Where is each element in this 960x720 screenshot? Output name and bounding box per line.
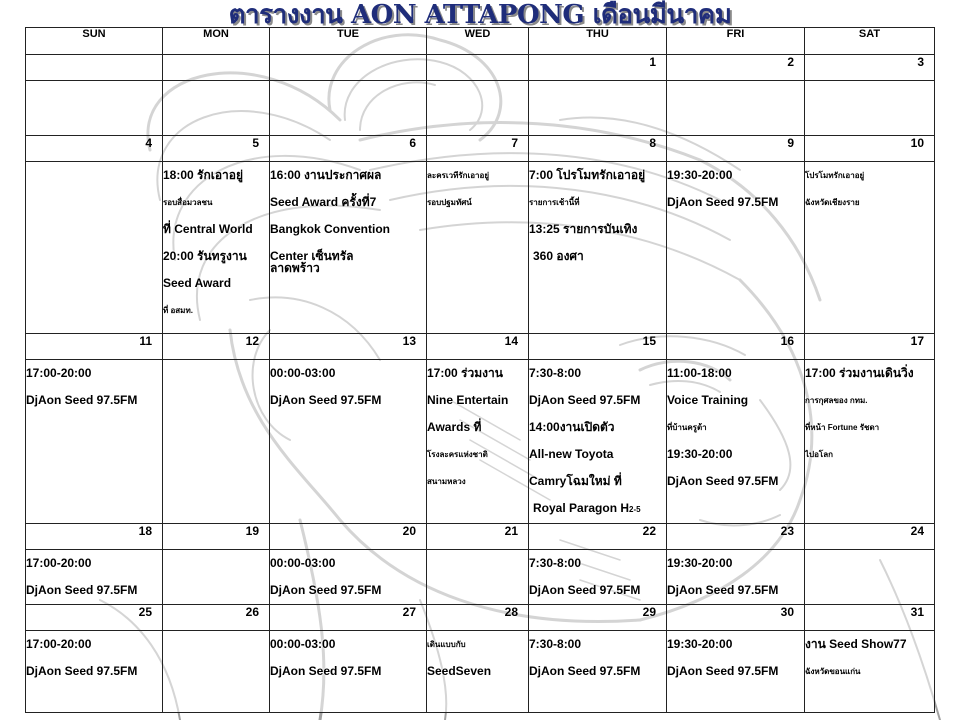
weekday-header-tue: TUE — [270, 28, 427, 55]
weekday-header-sun: SUN — [26, 28, 163, 55]
day-cell-tue — [270, 360, 427, 524]
weekday-header-fri: FRI — [667, 28, 805, 55]
day-cell-tue — [270, 162, 427, 334]
day-cell-tue — [270, 81, 427, 136]
event-line: 13:25 รายการบันเทิง — [529, 222, 638, 236]
event-line: Awards ที่ — [427, 420, 482, 434]
event-line: 17:00 ร่วมงาน — [427, 366, 503, 380]
event-line: โปรโมทรักเอาอยู่ — [805, 171, 865, 180]
event-line: DjAon Seed 97.5FM — [529, 393, 641, 407]
event-line: DjAon Seed 97.5FM — [667, 664, 779, 678]
day-cell-sat — [805, 550, 935, 605]
event-line: Bangkok Convention — [270, 222, 391, 236]
date-number-wed: 21 — [427, 524, 529, 550]
event-line: รายการเช้านี้ที่ — [529, 198, 580, 207]
day-cell-thu — [529, 550, 667, 605]
event-line: ลาดพร้าว — [270, 261, 320, 275]
event-line: DjAon Seed 97.5FM — [26, 393, 138, 407]
date-number-mon — [163, 55, 270, 81]
day-cell-fri — [667, 550, 805, 605]
event-line: Seed Award ครั้งที่7 — [270, 195, 377, 209]
day-cell-wed — [427, 81, 529, 136]
day-cell-thu — [529, 631, 667, 713]
event-line: Seed Award — [163, 276, 232, 290]
event-line: 7:30-8:00 — [529, 366, 582, 380]
event-line: 17:00-20:00 — [26, 366, 92, 380]
date-number-thu: 15 — [529, 334, 667, 360]
date-number-sun: 11 — [26, 334, 163, 360]
event-line: DjAon Seed 97.5FM — [26, 664, 138, 678]
day-cell-sun — [26, 360, 163, 524]
event-line: งาน Seed Show77 — [805, 637, 907, 651]
event-line: DjAon Seed 97.5FM — [270, 664, 382, 678]
date-number-sun — [26, 55, 163, 81]
date-number-mon: 26 — [163, 605, 270, 631]
day-cell-thu — [529, 360, 667, 524]
day-cell-mon — [163, 631, 270, 713]
event-line: โรงละครแห่งชาติ — [427, 450, 488, 459]
event-line — [529, 495, 666, 523]
weekday-header-wed: WED — [427, 28, 529, 55]
event-line: 00:00-03:00 — [270, 556, 336, 570]
events-row — [26, 81, 935, 136]
weekday-header-thu: THU — [529, 28, 667, 55]
event-line: 20:00 รันทรูงาน — [163, 249, 247, 263]
day-cell-mon — [163, 162, 270, 334]
day-cell-thu — [529, 81, 667, 136]
date-number-sun: 4 — [26, 136, 163, 162]
event-line: ฉังหวัดเชียงราย — [805, 198, 860, 207]
date-number-fri: 9 — [667, 136, 805, 162]
event-line: ฉังหวัดขอนแก่น — [805, 667, 861, 676]
day-cell-wed — [427, 162, 529, 334]
event-line: 19:30-20:00 — [667, 168, 733, 182]
date-number-fri: 23 — [667, 524, 805, 550]
weekday-header-sat: SAT — [805, 28, 935, 55]
date-number-row — [26, 605, 935, 631]
date-number-row — [26, 55, 935, 81]
day-cell-fri — [667, 81, 805, 136]
event-line: 11:00-18:00 — [667, 366, 732, 380]
event-line: 18:00 รักเอาอยู่ — [163, 168, 244, 182]
day-cell-fri — [667, 162, 805, 334]
date-number-mon: 12 — [163, 334, 270, 360]
date-number-thu: 22 — [529, 524, 667, 550]
weekday-header-mon: MON — [163, 28, 270, 55]
event-line: DjAon Seed 97.5FM — [667, 474, 779, 488]
day-cell-tue — [270, 550, 427, 605]
day-cell-fri — [667, 360, 805, 524]
date-number-sun: 18 — [26, 524, 163, 550]
day-cell-sat — [805, 631, 935, 713]
event-line: DjAon Seed 97.5FM — [529, 664, 641, 678]
day-cell-wed — [427, 631, 529, 713]
date-number-thu: 8 — [529, 136, 667, 162]
day-cell-sun — [26, 162, 163, 334]
event-line: การกุศลของ กทม. — [805, 396, 868, 405]
event-line: ที่ อสมท. — [163, 306, 193, 315]
event-line: ที่หน้า Fortune รัชดา — [805, 423, 880, 432]
event-line: 19:30-20:00 — [667, 637, 733, 651]
date-number-tue — [270, 55, 427, 81]
event-line: ไปอโลก — [805, 450, 833, 459]
day-cell-sat — [805, 162, 935, 334]
events-row — [26, 550, 935, 605]
event-line-text: Royal Paragon H — [533, 501, 630, 515]
day-cell-tue — [270, 631, 427, 713]
date-number-fri: 2 — [667, 55, 805, 81]
event-line: 16:00 งานประกาศผล — [270, 168, 382, 182]
day-cell-sun — [26, 550, 163, 605]
event-line: Center เซ็นทรัล — [270, 249, 354, 263]
day-cell-mon — [163, 81, 270, 136]
day-cell-mon — [163, 550, 270, 605]
event-line: 14:00งานเปิดตัว — [529, 420, 615, 434]
date-number-sat: 3 — [805, 55, 935, 81]
date-number-wed: 7 — [427, 136, 529, 162]
event-line: Camryโฉมใหม่ ที่ — [529, 474, 622, 488]
schedule-calendar — [25, 27, 935, 713]
day-cell-sun — [26, 631, 163, 713]
event-line: 00:00-03:00 — [270, 366, 336, 380]
date-number-sat: 31 — [805, 605, 935, 631]
event-line: All-new Toyota — [529, 447, 614, 461]
event-line: DjAon Seed 97.5FM — [667, 583, 779, 597]
event-line: 360 องศา — [533, 249, 584, 263]
event-line: SeedSeven — [427, 664, 492, 678]
event-line: ที่ Central World — [163, 222, 253, 236]
date-number-sun: 25 — [26, 605, 163, 631]
day-cell-sat — [805, 81, 935, 136]
page-title: ตารางงาน AON ATTAPONG เดือนมีนาคม — [228, 0, 732, 30]
weekday-header-row — [26, 28, 935, 55]
day-cell-thu — [529, 162, 667, 334]
date-number-row — [26, 524, 935, 550]
date-number-wed: 14 — [427, 334, 529, 360]
date-number-tue: 20 — [270, 524, 427, 550]
event-line: ที่บ้านครูต้า — [667, 423, 707, 432]
event-line: 17:00-20:00 — [26, 556, 92, 570]
date-number-fri: 30 — [667, 605, 805, 631]
event-line: 00:00-03:00 — [270, 637, 336, 651]
event-line: 19:30-20:00 — [667, 447, 733, 461]
date-number-sat: 17 — [805, 334, 935, 360]
events-row — [26, 631, 935, 713]
date-number-sat: 10 — [805, 136, 935, 162]
date-number-tue: 27 — [270, 605, 427, 631]
day-cell-wed — [427, 550, 529, 605]
day-cell-mon — [163, 360, 270, 524]
date-number-tue: 13 — [270, 334, 427, 360]
date-number-mon: 19 — [163, 524, 270, 550]
event-line: DjAon Seed 97.5FM — [270, 583, 382, 597]
date-number-sat: 24 — [805, 524, 935, 550]
date-number-fri: 16 — [667, 334, 805, 360]
event-line: 17:00 ร่วมงานเดินวิ่ง — [805, 366, 914, 380]
event-line: DjAon Seed 97.5FM — [26, 583, 138, 597]
events-row — [26, 360, 935, 524]
date-number-wed — [427, 55, 529, 81]
event-line: DjAon Seed 97.5FM — [667, 195, 779, 209]
event-line: รอบสื่อมวลชน — [163, 198, 213, 207]
date-number-row — [26, 136, 935, 162]
date-number-mon: 5 — [163, 136, 270, 162]
day-cell-sat — [805, 360, 935, 524]
event-line: เดินแบบกับ — [427, 640, 466, 649]
event-line-suffix: 2-5 — [629, 505, 641, 514]
event-line: Nine Entertain — [427, 393, 509, 407]
date-number-tue: 6 — [270, 136, 427, 162]
event-line: 17:00-20:00 — [26, 637, 92, 651]
day-cell-fri — [667, 631, 805, 713]
event-line: Voice Training — [667, 393, 749, 407]
event-line: 7:00 โปรโมทรักเอาอยู่ — [529, 168, 646, 182]
day-cell-sun — [26, 81, 163, 136]
day-cell-wed — [427, 360, 529, 524]
date-number-thu: 29 — [529, 605, 667, 631]
date-number-thu: 1 — [529, 55, 667, 81]
event-line: 7:30-8:00 — [529, 637, 582, 651]
date-number-wed: 28 — [427, 605, 529, 631]
event-line: DjAon Seed 97.5FM — [270, 393, 382, 407]
date-number-row — [26, 334, 935, 360]
event-line: 7:30-8:00 — [529, 556, 582, 570]
events-row — [26, 162, 935, 334]
event-line: DjAon Seed 97.5FM — [529, 583, 641, 597]
event-line: รอบปฐมทัศน์ — [427, 198, 472, 207]
event-line: ละครเวทีรักเอาอยู่ — [427, 171, 490, 180]
event-line: 19:30-20:00 — [667, 556, 733, 570]
event-line: สนามหลวง — [427, 477, 466, 486]
